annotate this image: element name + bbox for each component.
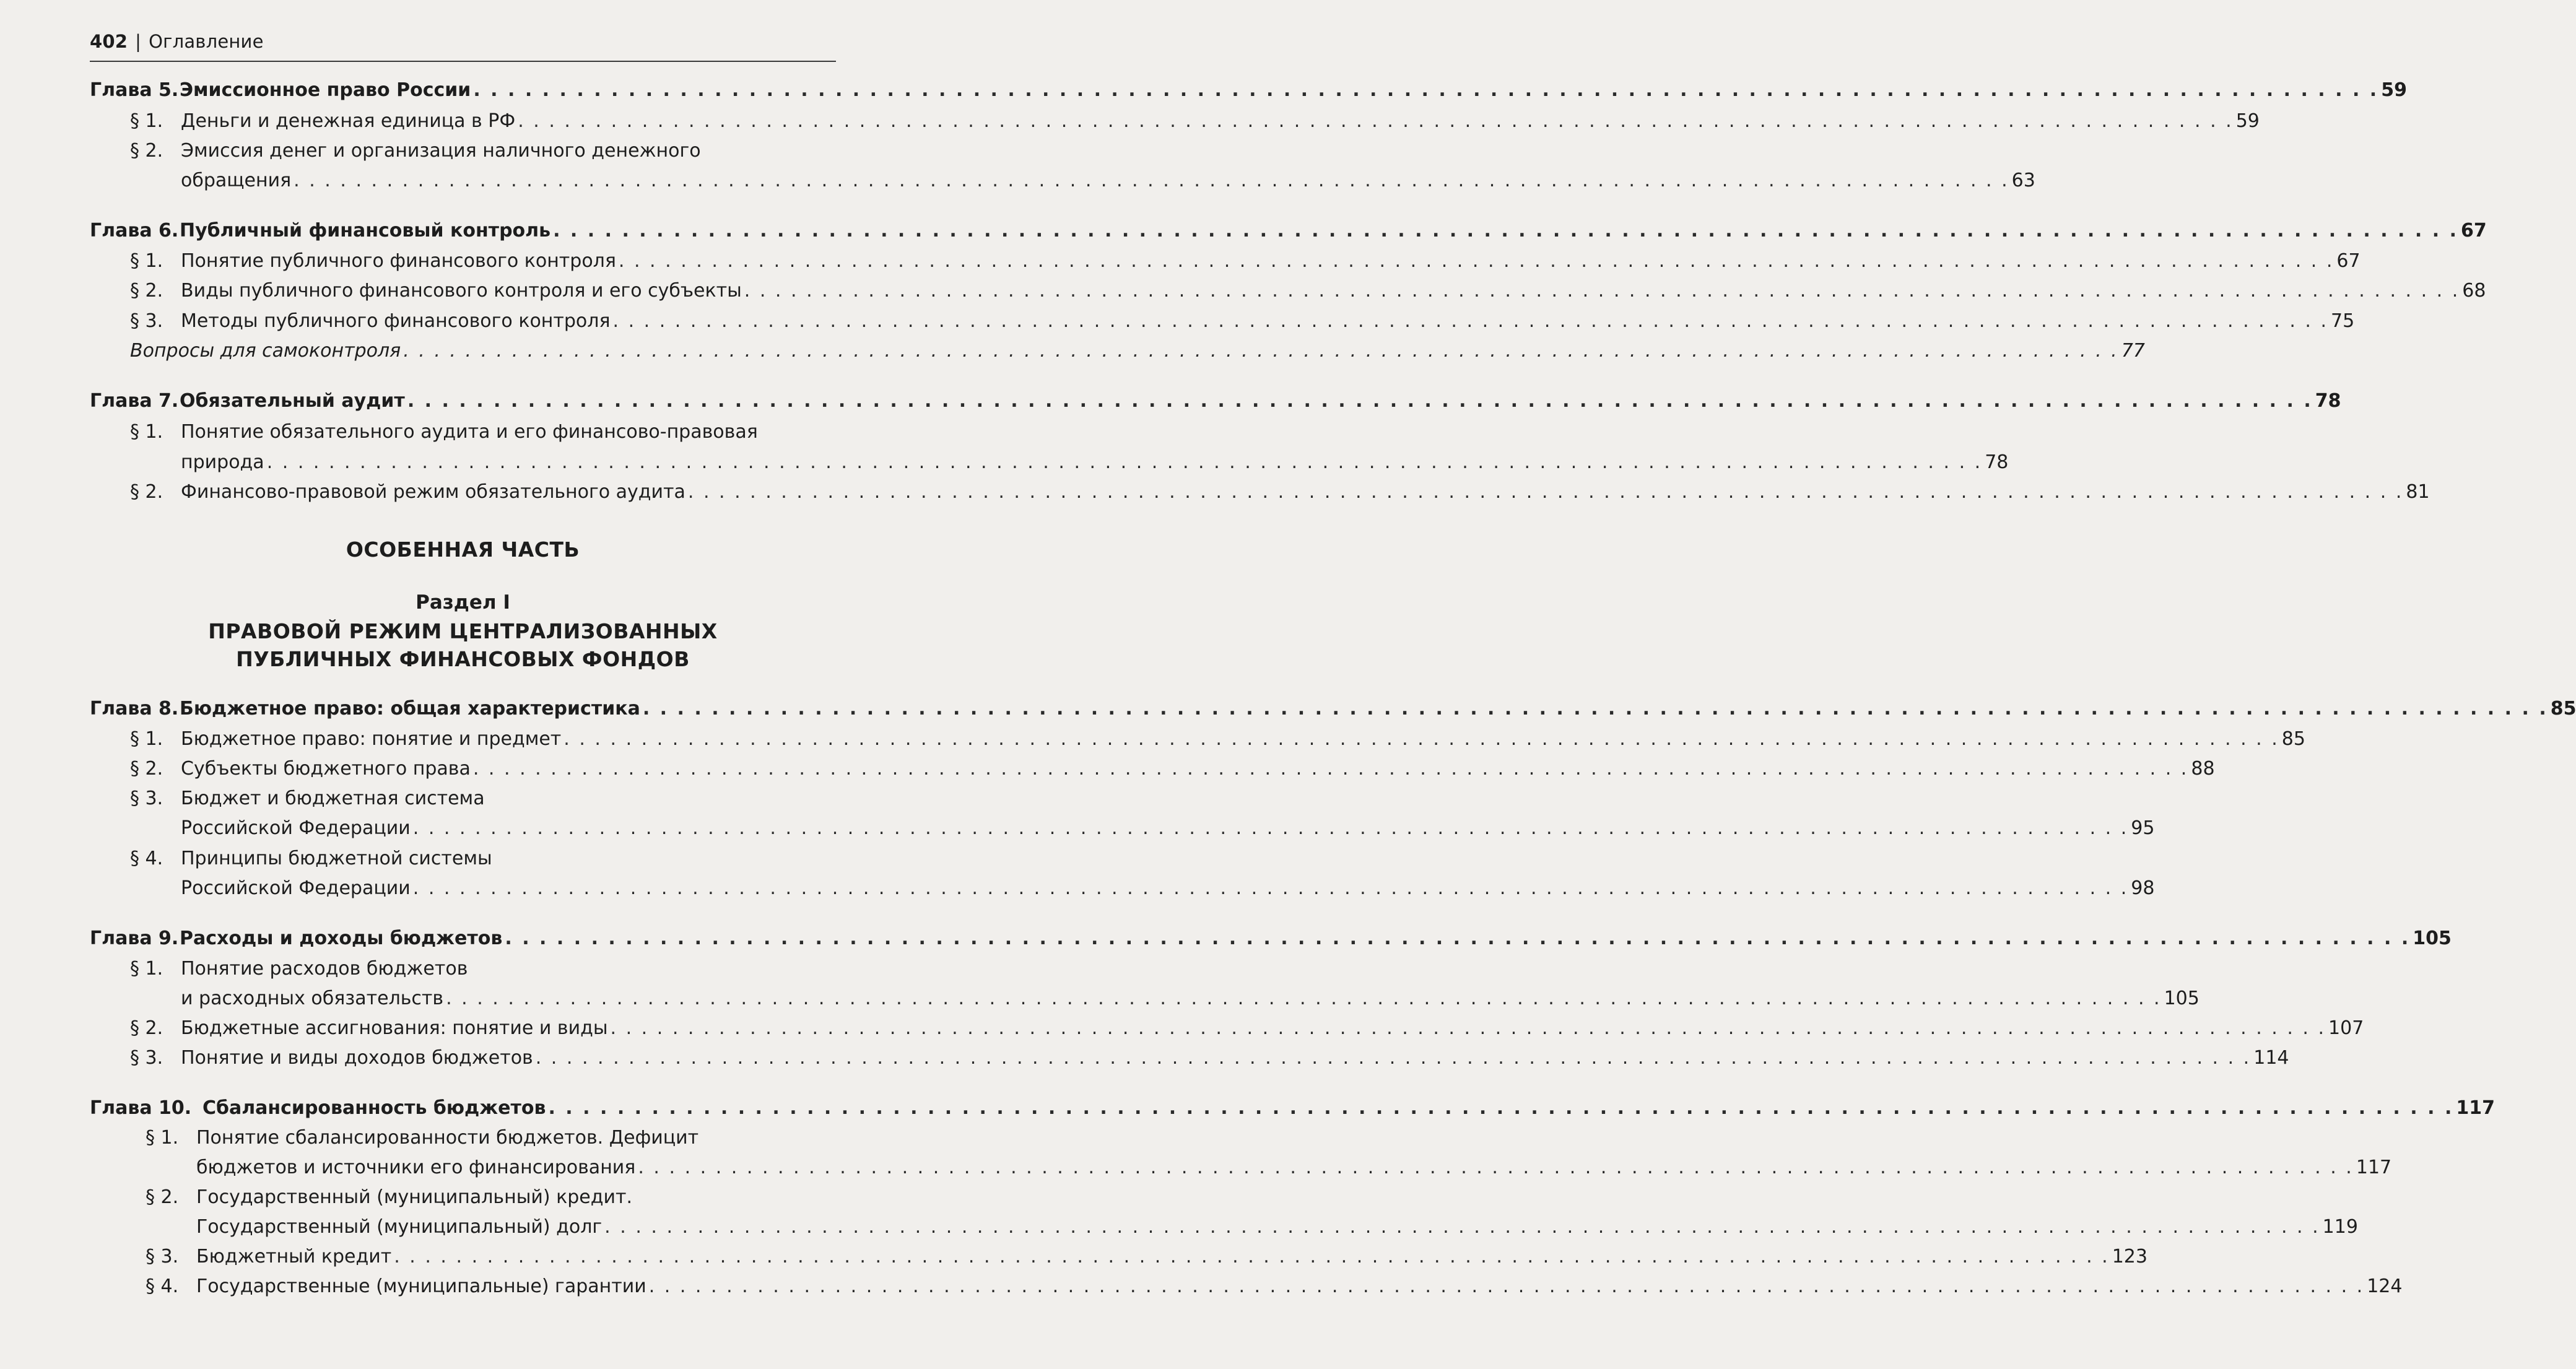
section-title: Государственные (муниципальные) гарантии [196, 1276, 646, 1297]
division-title-line-2: ПУБЛИЧНЫХ ФИНАНСОВЫХ ФОНДОВ [236, 647, 690, 671]
section-number: § 3. [130, 310, 163, 332]
toc-section-continuation[interactable] [90, 1157, 2392, 1178]
section-title: Бюджетные ассигнования: понятие и виды [181, 1017, 608, 1039]
section-number: § 1. [130, 958, 163, 980]
leader-dots [473, 758, 2189, 780]
toc-questions[interactable] [90, 340, 2145, 362]
toc-section[interactable] [90, 1127, 892, 1149]
section-page: 81 [2406, 481, 2430, 503]
section-page: 123 [2112, 1246, 2147, 1267]
division-title-line-1: ПРАВОВОЙ РЕЖИМ ЦЕНТРАЛИЗОВАННЫХ [208, 619, 718, 643]
leader-dots [505, 928, 2410, 949]
section-title-line-2: Государственный (муниципальный) долг [196, 1216, 603, 1238]
section-title: Понятие публичного финансового контроля [181, 250, 616, 272]
section-page: 98 [2131, 877, 2155, 899]
section-title: Виды публичного финансового контроля и его субъекты [181, 280, 742, 302]
toc-section[interactable] [90, 481, 2430, 503]
leader-dots [518, 110, 2234, 132]
section-number: § 2. [146, 1186, 179, 1208]
header-rule [90, 61, 836, 62]
section-page: 63 [2011, 170, 2035, 191]
running-head [90, 31, 264, 52]
section-title-line-1: Понятие расходов бюджетов [181, 958, 468, 980]
section-number: § 4. [130, 848, 163, 869]
leader-dots [536, 1047, 2252, 1069]
section-page: 117 [2356, 1157, 2392, 1178]
section-title-line-1: Принципы бюджетной системы [181, 848, 492, 869]
toc-section-continuation[interactable] [90, 988, 2200, 1009]
part-heading: ОСОБЕННАЯ ЧАСТЬ [346, 537, 580, 562]
section-title-line-2: Российской Федерации [181, 877, 411, 899]
chapter-title: Эмиссионное право России [180, 79, 471, 101]
leader-dots [267, 451, 1983, 473]
toc-chapter-8[interactable] [90, 698, 2576, 719]
toc-section[interactable] [90, 958, 876, 980]
chapter-number: Глава 9. [90, 928, 179, 949]
leader-dots [744, 280, 2460, 302]
section-number: § 3. [146, 1246, 179, 1267]
toc-section[interactable] [90, 1017, 2364, 1039]
chapter-title: Сбалансированность бюджетов [202, 1097, 546, 1119]
section-page: 75 [2331, 310, 2355, 332]
questions-title: Вопросы для самоконтроля [130, 340, 401, 362]
section-number: § 1. [130, 110, 163, 132]
section-number: § 2. [130, 758, 163, 780]
toc-section-continuation[interactable] [90, 170, 2035, 191]
questions-page: 77 [2121, 340, 2145, 362]
toc-section[interactable] [90, 250, 2361, 272]
toc-section[interactable] [90, 310, 2355, 332]
toc-section[interactable] [90, 1276, 2403, 1297]
section-number: § 1. [130, 728, 163, 750]
toc-section[interactable] [90, 1246, 2147, 1267]
chapter-number: Глава 5. [90, 79, 179, 101]
toc-section[interactable] [90, 848, 876, 869]
section-page: 88 [2191, 758, 2215, 780]
leader-dots [638, 1157, 2354, 1178]
leader-dots [407, 390, 2313, 412]
section-number: § 2. [130, 280, 163, 302]
section-title: Бюджетный кредит [196, 1246, 392, 1267]
chapter-page: 105 [2413, 928, 2452, 949]
toc-section[interactable] [90, 140, 876, 162]
section-page: 85 [2281, 728, 2305, 750]
toc-chapter-9[interactable] [90, 928, 2452, 949]
toc-chapter-10[interactable] [90, 1097, 2495, 1119]
section-number: § 2. [130, 481, 163, 503]
section-page: 105 [2164, 988, 2200, 1009]
section-title-line-1: Эмиссия денег и организация наличного денежного [181, 140, 701, 162]
section-title: Понятие и виды доходов бюджетов [181, 1047, 533, 1069]
leader-dots [446, 988, 2162, 1009]
header-section-title: Оглавление [149, 31, 264, 52]
leader-dots [413, 877, 2129, 899]
leader-dots [613, 310, 2329, 332]
toc-section-continuation[interactable] [90, 817, 2155, 839]
section-title-line-1: Государственный (муниципальный) кредит. [196, 1186, 633, 1208]
leader-dots [394, 1246, 2110, 1267]
chapter-title: Расходы и доходы бюджетов [180, 928, 503, 949]
chapter-title: Обязательный аудит [180, 390, 405, 412]
section-number: § 3. [130, 1047, 163, 1069]
section-title: Субъекты бюджетного права [181, 758, 471, 780]
page-number: 402 [90, 31, 128, 52]
toc-section-continuation[interactable] [90, 877, 2155, 899]
section-title-line-2: и расходных обязательств [181, 988, 444, 1009]
leader-dots [649, 1276, 2365, 1297]
chapter-page: 67 [2460, 220, 2487, 241]
header-separator: | [135, 31, 142, 52]
section-number: § 1. [130, 421, 163, 443]
toc-chapter-6[interactable] [90, 220, 2487, 241]
section-title-line-2: природа [181, 451, 264, 473]
chapter-number: Глава 10. [90, 1097, 192, 1119]
chapter-page: 78 [2315, 390, 2341, 412]
chapter-number: Глава 6. [90, 220, 179, 241]
chapter-page: 85 [2550, 698, 2576, 719]
section-page: 67 [2336, 250, 2361, 272]
division-label: Раздел I [416, 591, 510, 614]
section-page: 124 [2367, 1276, 2403, 1297]
toc-section[interactable] [90, 280, 2486, 302]
section-title: Бюджетное право: понятие и предмет [181, 728, 562, 750]
toc-section[interactable] [90, 1186, 892, 1208]
leader-dots [413, 817, 2129, 839]
chapter-number: Глава 8. [90, 698, 179, 719]
section-title: Финансово-правовой режим обязательного аудита [181, 481, 685, 503]
section-title-line-1: Понятие сбалансированности бюджетов. Дефицит [196, 1127, 699, 1149]
toc-section[interactable] [90, 758, 2215, 780]
toc-section[interactable] [90, 421, 876, 443]
chapter-title: Публичный финансовый контроль [180, 220, 551, 241]
section-title: Методы публичного финансового контроля [181, 310, 611, 332]
toc-section[interactable] [90, 788, 876, 809]
section-number: § 4. [146, 1276, 179, 1297]
toc-section-continuation[interactable] [90, 451, 2009, 473]
leader-dots [564, 728, 2279, 750]
section-page: 59 [2235, 110, 2260, 132]
section-title-line-1: Понятие обязательного аудита и его финансово-правовая [181, 421, 758, 443]
toc-section[interactable] [90, 728, 2305, 750]
leader-dots [473, 79, 2378, 101]
section-page: 78 [1985, 451, 2009, 473]
section-number: § 1. [130, 250, 163, 272]
section-title-line-1: Бюджет и бюджетная система [181, 788, 485, 809]
leader-dots [548, 1097, 2453, 1119]
chapter-title: Бюджетное право: общая характеристика [180, 698, 640, 719]
leader-dots [553, 220, 2458, 241]
section-number: § 2. [130, 140, 163, 162]
section-title: Деньги и денежная единица в РФ [181, 110, 516, 132]
leader-dots [604, 1216, 2320, 1238]
leader-dots [294, 170, 2009, 191]
leader-dots [619, 250, 2334, 272]
section-number: § 1. [146, 1127, 179, 1149]
chapter-page: 59 [2381, 79, 2407, 101]
chapter-number: Глава 7. [90, 390, 179, 412]
section-number: § 3. [130, 788, 163, 809]
toc-chapter-7[interactable] [90, 390, 2341, 412]
section-title-line-2: обращения [181, 170, 292, 191]
section-title-line-2: бюджетов и источники его финансирования [196, 1157, 636, 1178]
section-page: 119 [2322, 1216, 2358, 1238]
leader-dots [403, 340, 2119, 362]
leader-dots [643, 698, 2548, 719]
toc-section-continuation[interactable] [90, 1216, 2358, 1238]
section-page: 95 [2131, 817, 2155, 839]
section-title-line-2: Российской Федерации [181, 817, 411, 839]
section-page: 114 [2253, 1047, 2289, 1069]
chapter-page: 117 [2456, 1097, 2495, 1119]
section-number: § 2. [130, 1017, 163, 1039]
section-page: 107 [2328, 1017, 2364, 1039]
toc-section[interactable] [90, 1047, 2289, 1069]
section-page: 68 [2462, 280, 2486, 302]
leader-dots [611, 1017, 2326, 1039]
toc-chapter-5[interactable] [90, 79, 2407, 101]
leader-dots [688, 481, 2404, 503]
toc-section[interactable] [90, 110, 2260, 132]
